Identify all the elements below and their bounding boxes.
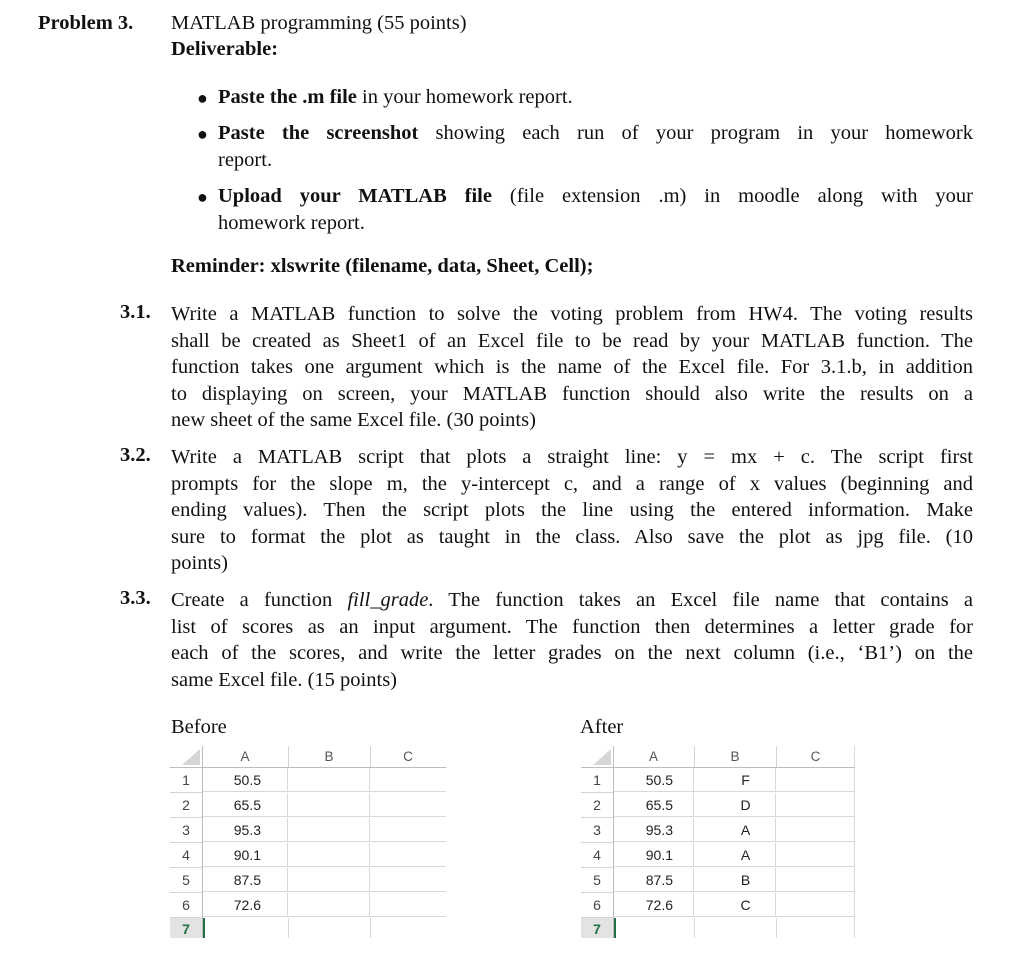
text-line: Write a MATLAB function to solve the voting problem from HW4. The voting results <box>171 303 973 325</box>
bullet-bold: Paste the .m file <box>218 86 357 108</box>
row-header[interactable]: 2 <box>581 793 613 818</box>
cell-c6[interactable] <box>370 893 446 917</box>
after-caption: After <box>580 716 624 738</box>
bullet-dot: ● <box>197 124 208 144</box>
cell-b5[interactable]: B <box>694 868 776 892</box>
cell-a1[interactable]: 50.5 <box>203 768 288 792</box>
bullet-bold: Paste the screenshot <box>218 122 419 144</box>
row-header[interactable]: 4 <box>581 843 613 868</box>
cell-c1[interactable] <box>370 768 446 792</box>
column-header-c[interactable]: C <box>810 749 821 764</box>
cell-c2[interactable] <box>776 793 855 817</box>
cell-c4[interactable] <box>776 843 855 867</box>
cell-c3[interactable] <box>370 818 446 842</box>
cell-b5[interactable] <box>288 868 370 892</box>
text-line <box>171 587 973 614</box>
text-line: ending values). Then the script plots the line using the entered information. Make <box>171 499 973 522</box>
text-line: same Excel file. (15 points) <box>171 668 398 691</box>
text-line: each of the scores, and write the letter grades on the next column (i.e., ‘B1’) on the <box>171 642 973 665</box>
column-header-c[interactable]: C <box>403 749 413 764</box>
cell-a2[interactable]: 65.5 <box>614 793 694 817</box>
select-all-triangle-icon <box>593 749 611 765</box>
column-header-b[interactable]: B <box>694 746 777 767</box>
cell-b1[interactable] <box>288 768 370 792</box>
cell-a5[interactable]: 87.5 <box>203 868 288 892</box>
grid-line <box>370 918 371 938</box>
text-line: shall be created as Sheet1 of an Excel file to be read by your MATLAB function. The <box>171 329 973 352</box>
row-header[interactable]: 3 <box>170 818 202 843</box>
cell-c5[interactable] <box>776 868 855 892</box>
row-header[interactable]: 5 <box>170 868 202 893</box>
active-cell-cursor <box>203 918 205 938</box>
cell-b4[interactable]: A <box>694 843 776 867</box>
bullet-dot: ● <box>197 187 208 207</box>
deliverable-heading: Deliverable: <box>171 38 279 60</box>
column-header-a[interactable]: A <box>202 746 289 767</box>
after-spreadsheet <box>581 746 855 938</box>
cell-a1[interactable]: 50.5 <box>614 768 694 792</box>
cell-c2[interactable] <box>370 793 446 817</box>
item-number: 3.2. <box>120 444 151 466</box>
bullet-dot: ● <box>197 88 208 108</box>
cell-b3[interactable] <box>288 818 370 842</box>
text-line: function takes one argument which is the name of the Excel file. For 3.1.b, in addition <box>171 356 973 379</box>
item-3-3-text <box>171 587 973 693</box>
cell-b6[interactable] <box>288 893 370 917</box>
row-header[interactable]: 5 <box>581 868 613 893</box>
problem-label: Problem 3. <box>38 12 134 34</box>
text-line: points) <box>171 552 228 575</box>
cell-c5[interactable] <box>370 868 446 892</box>
row-header[interactable]: 4 <box>170 843 202 868</box>
cell-b2[interactable] <box>288 793 370 817</box>
cell-b6[interactable]: C <box>694 893 776 917</box>
grid-line <box>854 746 855 938</box>
cell-a6[interactable]: 72.6 <box>614 893 694 917</box>
grid-line <box>776 918 777 938</box>
select-all-corner[interactable] <box>170 746 202 767</box>
item-number: 3.3. <box>120 587 151 609</box>
bullet-item <box>218 183 973 236</box>
text-line: new sheet of the same Excel file. (30 points) <box>171 409 536 432</box>
problem-title: MATLAB programming (55 points) <box>171 12 467 34</box>
bullet-bold: Upload your MATLAB file <box>218 185 492 207</box>
row-header[interactable]: 6 <box>170 893 202 918</box>
row-header[interactable]: 3 <box>581 818 613 843</box>
column-header-a[interactable]: A <box>613 746 695 767</box>
cell-c6[interactable] <box>776 893 855 917</box>
cell-a3[interactable]: 95.3 <box>614 818 694 842</box>
reminder: Reminder: xlswrite (filename, data, Sheet, Cell); <box>171 255 594 277</box>
text-line: to displaying on screen, your MATLAB function should also write the results on a <box>171 382 973 405</box>
cell-a4[interactable]: 90.1 <box>614 843 694 867</box>
row-header-active[interactable]: 7 <box>581 918 613 938</box>
cell-a5[interactable]: 87.5 <box>614 868 694 892</box>
cell-a6[interactable]: 72.6 <box>203 893 288 917</box>
cell-b4[interactable] <box>288 843 370 867</box>
bullet-text-continued: homework report. <box>218 211 365 234</box>
grid-line <box>694 918 695 938</box>
text-line: prompts for the slope m, the y-intercept c, and a range of x values (beginning and <box>171 472 973 495</box>
cell-b1[interactable]: F <box>694 768 776 792</box>
cell-c3[interactable] <box>776 818 855 842</box>
select-all-triangle-icon <box>182 749 200 765</box>
text-line: sure to format the plot as taught in the class. Also save the plot as jpg file. (10 <box>171 525 973 548</box>
text-line: Write a MATLAB script that plots a straight line: y = mx + c. The script first <box>171 446 973 468</box>
text-part: Create a function <box>171 589 348 611</box>
bullet-text: in your homework report. <box>356 86 573 108</box>
select-all-corner[interactable] <box>581 746 613 767</box>
row-header-active[interactable]: 7 <box>170 918 202 938</box>
bullet-text-continued: report. <box>218 148 273 171</box>
item-number: 3.1. <box>120 301 151 323</box>
bullet-item <box>218 120 973 173</box>
cell-a3[interactable]: 95.3 <box>203 818 288 842</box>
cell-a4[interactable]: 90.1 <box>203 843 288 867</box>
bullet-text: showing each run of your program in your homework <box>418 122 973 144</box>
cell-b3[interactable]: A <box>694 818 776 842</box>
before-caption: Before <box>171 716 227 738</box>
before-spreadsheet <box>170 746 446 938</box>
row-header[interactable]: 1 <box>581 768 613 793</box>
row-header[interactable]: 2 <box>170 793 202 818</box>
row-header[interactable]: 1 <box>170 768 202 793</box>
active-cell-cursor <box>614 918 616 938</box>
cell-c1[interactable] <box>776 768 855 792</box>
column-header-b[interactable]: B <box>288 746 371 767</box>
text-line: list of scores as an input argument. The function then determines a letter grade for <box>171 615 973 638</box>
row-header[interactable]: 6 <box>581 893 613 918</box>
item-3-1-text <box>171 301 973 434</box>
cell-c4[interactable] <box>370 843 446 867</box>
grid-line <box>288 918 289 938</box>
cell-b2[interactable]: D <box>694 793 776 817</box>
function-name: fill_grade <box>347 589 429 611</box>
item-3-2-text <box>171 444 973 577</box>
text-part: . The function takes an Excel file name that contains a <box>428 589 973 611</box>
cell-a2[interactable]: 65.5 <box>203 793 288 817</box>
bullet-text: (file extension .m) in moodle along with your <box>491 185 973 207</box>
bullet-item <box>218 84 973 111</box>
